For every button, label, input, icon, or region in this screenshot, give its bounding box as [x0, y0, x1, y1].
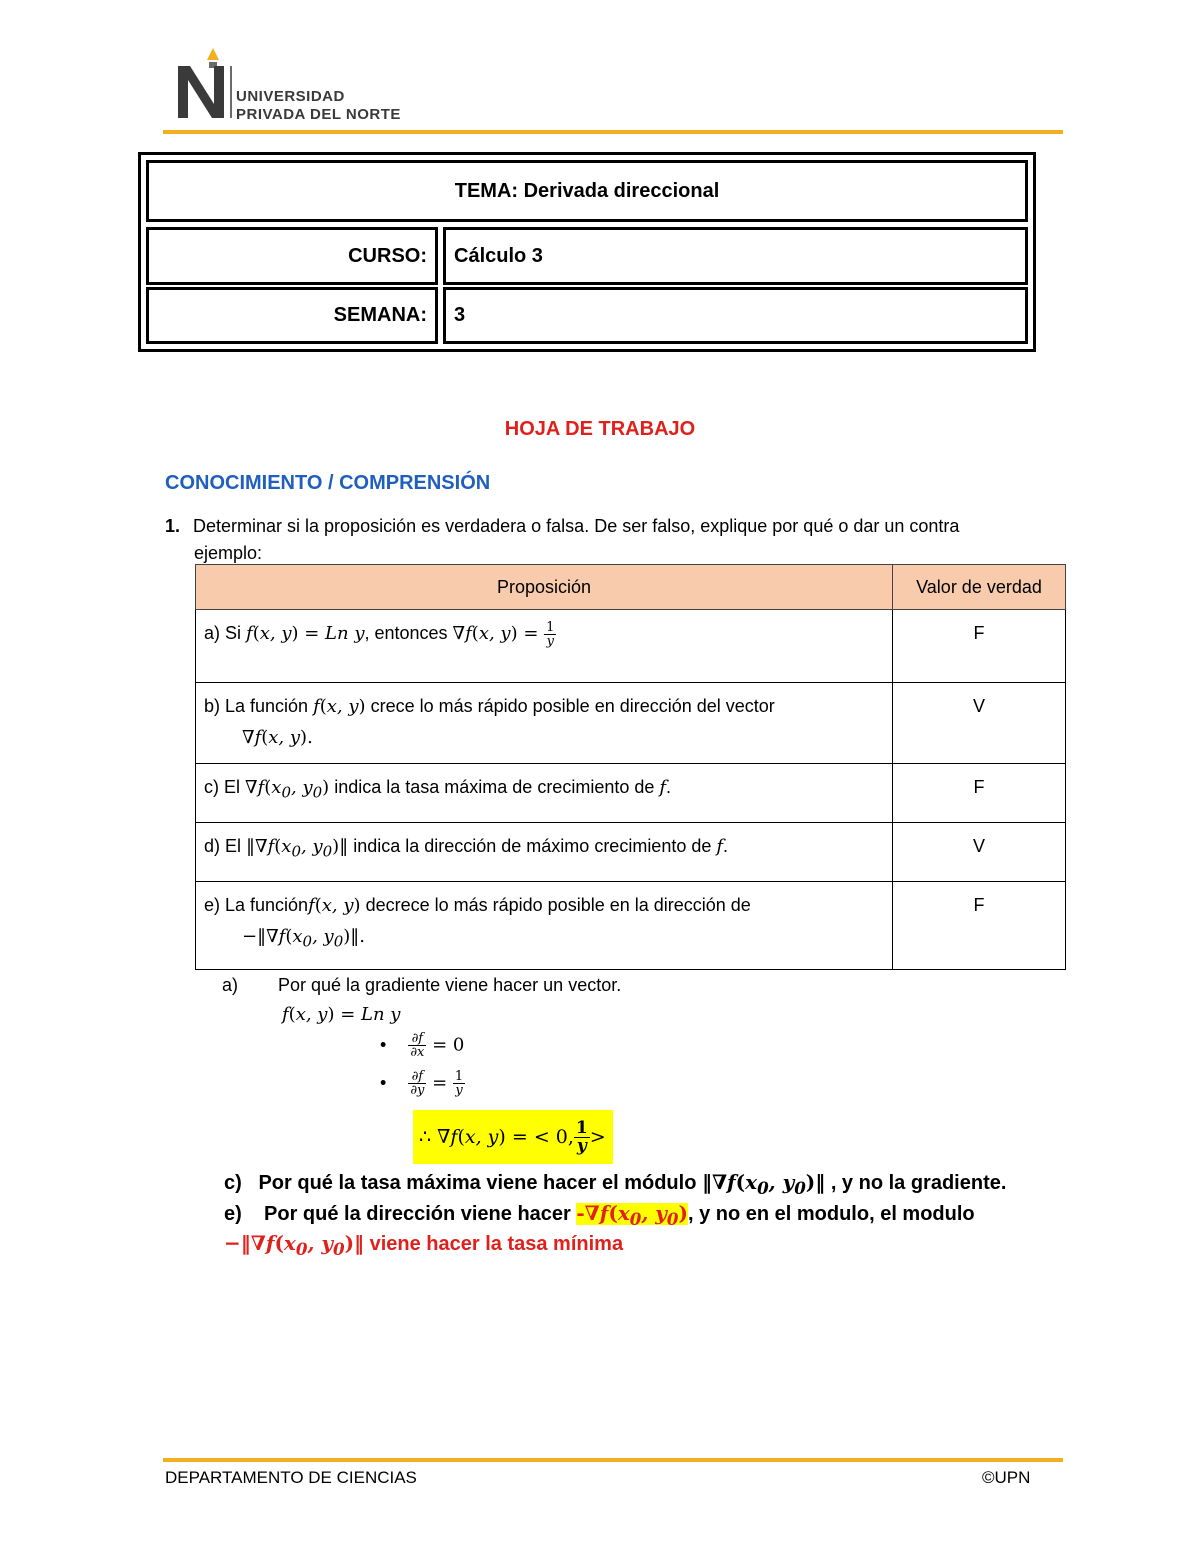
gradient-result: ∴ ∇ f ( x, y ) = < 0, $\frac{1}{y}$ >: [413, 1110, 613, 1164]
note-a-function: f(x, y) = Ln y: [282, 1004, 401, 1025]
note-a-text: Por qué la gradiente viene hacer un vector.: [278, 975, 622, 995]
question-number: 1.: [165, 516, 181, 536]
topic-title: TEMA: Derivada direccional: [146, 160, 1028, 222]
table-row: [196, 882, 1066, 970]
course-info-table: [138, 152, 1036, 352]
value-d: V: [893, 823, 1066, 882]
header-proposition: Proposición: [196, 565, 893, 610]
worksheet-title: HOJA DE TRABAJO: [504, 418, 696, 440]
note-e-continued: $-‖\nabla f(x_0$, $y_0)‖$ viene hacer la tasa mínima: [224, 1231, 624, 1259]
value-b: V: [893, 683, 1066, 764]
question-text-line1: Determinar si la proposición es verdadera o falsa. De ser falso, explique por qué o dar un contra: [193, 516, 960, 536]
question-1: [165, 513, 1045, 567]
header-rule: [163, 130, 1063, 134]
value-e: F: [893, 882, 1066, 970]
value-c: F: [893, 764, 1066, 823]
proposition-b: b) La función f(x, y) crece lo más rápido posible en dirección del vector ∇f(x, y).: [196, 683, 893, 764]
proposition-c: c) El $\nabla f(x_0$, $y_0$) indica la tasa máxima de crecimiento de f.: [196, 764, 893, 823]
course-value: Cálculo 3: [443, 227, 1028, 285]
footer-copyright: ©UPN: [982, 1468, 1031, 1487]
note-c: c) Por qué la tasa máxima viene hacer el módulo $‖\nabla f(x_0$, $y_0)‖$ , y no la gradiente.: [224, 1170, 1007, 1198]
table-row: [196, 610, 1066, 683]
bullet-partial-y: • $\frac{\partial f}{\partial y}$ = $\frac{1}{y}$: [380, 1069, 464, 1098]
logo-word-privada: PRIVADA DEL NORTE: [236, 106, 401, 123]
section-title: CONOCIMIENTO / COMPRENSIÓN: [165, 472, 491, 494]
header-truth-value: Valor de verdad: [893, 565, 1066, 610]
footer-department: DEPARTAMENTO DE CIENCIAS: [165, 1468, 417, 1487]
note-e: e) Por qué la dirección viene hacer $-\nabla f(x_0$, $y_0$), y no en el modulo, el modulo: [224, 1201, 975, 1229]
week-value: 3: [443, 287, 1028, 344]
footer-rule: [163, 1458, 1063, 1462]
question-text-line2: ejemplo:: [194, 543, 263, 563]
proposition-e: e) La funciónf(x, y) decrece lo más rápido posible en la dirección de $-‖\nabla f(x_0$, $y_0)‖$.: [196, 882, 893, 970]
value-a: F: [893, 610, 1066, 683]
proposition-a: a) Si f(x, y) = Ln y, entonces ∇f(x, y) = $\frac{1}{y}$: [196, 610, 893, 683]
table-row: [196, 764, 1066, 823]
bullet-partial-x: • $\frac{\partial f}{\partial x}$ = 0: [380, 1031, 465, 1060]
proposition-d: d) El $‖\nabla f(x_0$, $y_0)‖$ indica la dirección de máximo crecimiento de f.: [196, 823, 893, 882]
note-a-label: a): [222, 975, 239, 995]
logo-wordmark: [236, 88, 401, 124]
propositions-table: [195, 564, 1066, 970]
table-row: [196, 823, 1066, 882]
logo-word-universidad: UNIVERSIDAD: [236, 88, 345, 105]
table-row: [196, 683, 1066, 764]
course-label: CURSO:: [146, 227, 438, 285]
week-label: SEMANA:: [146, 287, 438, 344]
